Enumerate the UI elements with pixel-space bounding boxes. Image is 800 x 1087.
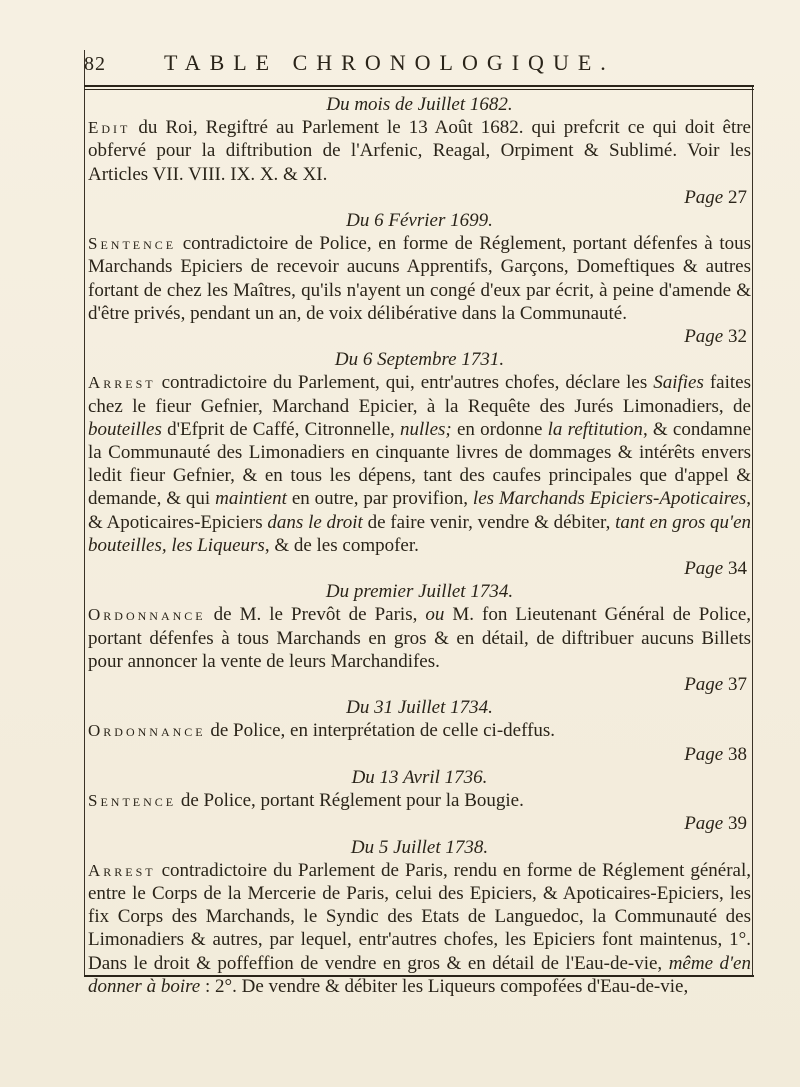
footer-rule bbox=[84, 975, 754, 977]
page-frame-left-rule bbox=[84, 50, 85, 975]
entry-lead-word: Sentence bbox=[88, 234, 177, 254]
entry-date: Du 13 Avril 1736. bbox=[351, 766, 488, 788]
entry-date: Du mois de Juillet 1682. bbox=[326, 94, 513, 115]
entry-lead-word: Sentence bbox=[88, 791, 177, 811]
page-reference bbox=[88, 743, 751, 766]
entry-text: , & condamne la Communauté des Limonadiers en cinquante livres de dommages & intérêts envers ledit fieur Gefnier, & en tous les dépens, tant des caufes principales que d'appel & demande, & qui bbox=[88, 418, 751, 510]
page-label: Page bbox=[684, 813, 724, 835]
page-label: Page bbox=[684, 326, 724, 348]
entry-lead-word: Edit bbox=[88, 118, 131, 138]
entry-text: du Roi, Regiftré au Parlement le 13 Août 1682. qui prefcrit ce qui doit être obfervé pour la diftribution de l'Arfenic, Reagal, Orpiment & Sublimé. Voir les Articles VII. VIII. IX. X. & XI. bbox=[88, 117, 751, 185]
entry-italic: tant en gros qu'en bouteilles, les Liqueurs bbox=[88, 511, 752, 556]
entry-italic: les Marchands Epiciers-Apoticaires bbox=[472, 488, 747, 510]
entry-text: de Police, portant Réglement pour la Bougie. bbox=[176, 790, 524, 812]
page-frame-right-rule bbox=[752, 86, 753, 976]
entry-lead-word: Ordonnance bbox=[88, 605, 206, 625]
entry-text: de faire venir, vendre & débiter, bbox=[362, 511, 616, 533]
page-reference bbox=[88, 325, 751, 348]
entry-text: de Police, en interprétation de celle ci-deffus. bbox=[205, 720, 556, 742]
page-label: Page bbox=[684, 186, 724, 208]
entry-date: Du 6 Septembre 1731. bbox=[334, 349, 505, 371]
entry-lead-word: Arrest bbox=[88, 860, 156, 880]
entry-text: d'Efprit de Caffé, Citronnelle, bbox=[161, 418, 401, 440]
page-reference bbox=[88, 812, 751, 835]
page-label: Page bbox=[684, 674, 724, 696]
header-rule-thin bbox=[84, 89, 754, 90]
entry-italic: nulles; bbox=[400, 418, 452, 440]
entry-date: Du 31 Juillet 1734. bbox=[346, 697, 493, 719]
table-entry bbox=[88, 116, 751, 209]
page-number: 82 bbox=[84, 53, 106, 75]
entry-text: contradictoire du Parlement, qui, entr'autres chofes, déclare les bbox=[155, 372, 654, 394]
page-header bbox=[84, 50, 756, 78]
header-rule bbox=[84, 85, 754, 87]
page-ref-number: 32 bbox=[728, 326, 747, 348]
table-entry bbox=[88, 603, 751, 696]
entry-italic: maintient bbox=[215, 488, 287, 510]
entry-text: contradictoire du Parlement de Paris, rendu en forme de Réglement général, entre le Corps de la Mercerie de Paris, celui des Epiciers, & Apoticaires-Epiciers, les fix Corps des Marchands, le Syndic des Etats de Languedoc, la Communauté des Limonadiers & autres, par lequel, entr'autres chofes, les Epiciers font maintenus, 1°. Dans le droit & poffeffion de vendre en gros & en détail de l'Eau-de-vie, bbox=[88, 859, 751, 974]
page-reference bbox=[88, 673, 751, 696]
table-entry bbox=[88, 789, 751, 835]
entry-italic: bouteilles bbox=[88, 418, 162, 440]
page-ref-number: 37 bbox=[728, 674, 747, 696]
entry-text: , & Apoticaires-Epiciers bbox=[88, 488, 751, 533]
entry-italic: même d'en donner à boire bbox=[88, 952, 751, 997]
page-reference bbox=[88, 186, 751, 209]
entry-date: Du premier Juillet 1734. bbox=[325, 581, 514, 603]
entry-italic: Saifies bbox=[653, 372, 704, 394]
page-ref-number: 38 bbox=[728, 743, 747, 765]
table-entry bbox=[88, 719, 751, 765]
page-label: Page bbox=[684, 558, 724, 580]
running-title: TABLE CHRONOLOGIQUE. bbox=[164, 50, 615, 75]
page-reference bbox=[88, 557, 751, 580]
entry-text: , & de les compofer. bbox=[264, 534, 419, 556]
page-ref-number: 34 bbox=[728, 558, 747, 580]
page-label: Page bbox=[684, 743, 724, 765]
table-entry bbox=[88, 371, 751, 580]
entry-text: de M. le Prevôt de Paris, bbox=[205, 604, 426, 626]
entry-italic: la reftitution bbox=[547, 418, 643, 440]
page-ref-number: 39 bbox=[728, 813, 747, 835]
entry-text: en ordonne bbox=[451, 418, 548, 440]
entry-text: en outre, par provifion, bbox=[286, 488, 473, 510]
entry-text: faites chez le fieur Gefnier, Marchand Epicier, à la Requête des Jurés Limonadiers, de bbox=[88, 372, 751, 417]
entry-date: Du 5 Juillet 1738. bbox=[350, 836, 489, 858]
entry-date: Du 6 Février 1699. bbox=[346, 210, 493, 232]
entry-text: : 2°. De vendre & débiter les Liqueurs compofées d'Eau-de-vie, bbox=[200, 975, 689, 997]
table-entry bbox=[88, 232, 751, 348]
entry-text: M. fon Lieutenant Général de Police, portant défenfes à tous Marchands en gros & en détail, de diftribuer aucuns Billets pour annoncer la vente de leurs Marchandifes. bbox=[88, 604, 752, 672]
page-ref-number: 27 bbox=[728, 186, 747, 208]
chronological-table bbox=[88, 93, 751, 998]
entry-italic: dans le droit bbox=[267, 511, 363, 533]
entry-italic: ou bbox=[425, 604, 445, 626]
table-entry bbox=[88, 859, 751, 998]
entry-lead-word: Ordonnance bbox=[88, 721, 206, 741]
entry-text: contradictoire de Police, en forme de Réglement, portant défenfes à tous Marchands Epiciers de recevoir aucuns Apprentifs, Garçons, Domeftiques & autres fortant de chez les Maîtres, qu'ils n'ayent un congé d'eux par écrit, à peine d'amende & d'être privés, pendant un an, de voix délibérative dans la Communauté. bbox=[88, 233, 751, 324]
entry-lead-word: Arrest bbox=[88, 373, 156, 393]
